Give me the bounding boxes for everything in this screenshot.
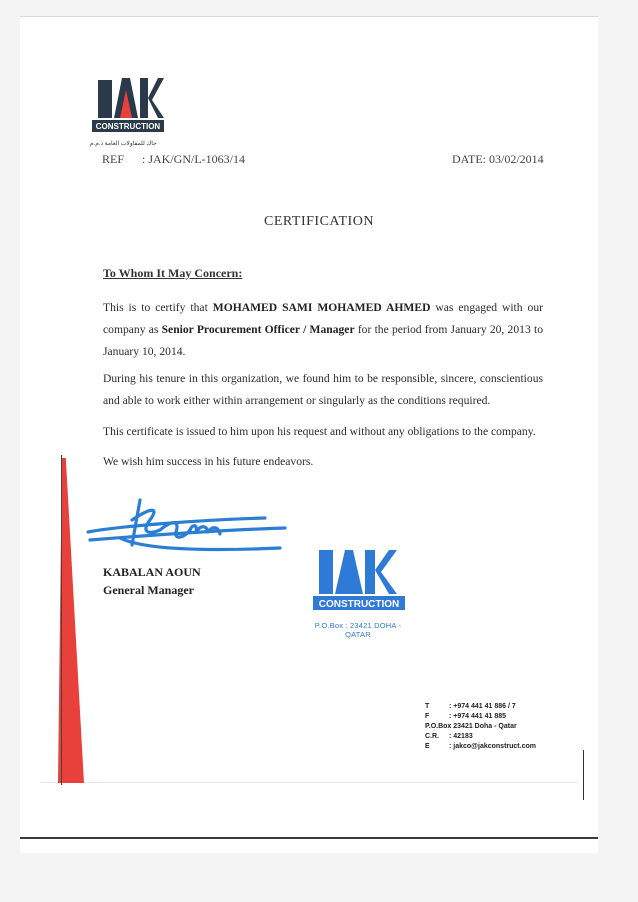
jak-logo — [92, 70, 164, 140]
contact-value: : 23421 Doha - Qatar — [449, 723, 517, 730]
bottom-rule — [20, 837, 598, 839]
stamp-name-text: JAK — [315, 618, 317, 619]
stamp-sub-text: CONSTRUCTION — [318, 599, 400, 610]
contact-key: E — [425, 743, 430, 750]
contact-value: : jakco@jakconstruct.com — [449, 743, 536, 750]
signer-block — [103, 563, 201, 599]
contact-row — [425, 712, 536, 722]
left-margin-rule — [61, 455, 62, 785]
date-line — [452, 152, 544, 167]
document-title: CERTIFICATION — [264, 214, 374, 229]
p1-text-c: for the period from January 20, 2013 to January 10, 2014. — [103, 323, 543, 358]
paragraph-tenure: During his tenure in this organization, we found him to be responsible, sincere, conscientious and able to work either within arrangement or singularly as the conditions required. — [103, 372, 543, 407]
salutation: To Whom It May Concern: — [103, 266, 243, 280]
paragraph-wishes: We wish him success in his future endeavors. — [103, 455, 314, 468]
p1-text-a: This is to certify that — [103, 301, 213, 314]
logo-name-text: JAK — [128, 77, 130, 78]
contact-row — [425, 732, 536, 742]
contact-key: F — [425, 713, 430, 720]
logo-sub-text: CONSTRUCTION — [95, 122, 161, 131]
contact-row — [425, 722, 536, 732]
contact-key: C.R. — [425, 733, 439, 740]
contact-row — [425, 702, 536, 712]
contact-row — [425, 742, 536, 752]
employee-name: MOHAMED SAMI MOHAMED AHMED — [212, 301, 431, 314]
paragraph-engagement — [103, 297, 543, 363]
paragraph-issuance: This certificate is issued to him upon his request and without any obligations to the company. — [103, 425, 536, 438]
signature-image — [80, 490, 290, 560]
employee-role: Senior Procurement Officer / Manager — [161, 323, 355, 336]
ref-value: : JAK/GN/L-1063/14 — [142, 152, 245, 166]
faint-scan-line — [40, 782, 578, 783]
signer-title: General Manager — [103, 583, 194, 597]
reference-line — [102, 152, 245, 167]
signer-name: KABALAN AOUN — [103, 565, 201, 579]
date-label: DATE: — [452, 152, 486, 166]
ref-label: REF — [102, 152, 125, 166]
p1-text-b: was engaged with our company as — [103, 301, 543, 336]
company-stamp — [313, 548, 405, 620]
contact-key: T — [425, 703, 430, 710]
stamp-address: P.O.Box : 23421 DOHA - QATAR — [314, 621, 402, 639]
contact-key: P.O.Box — [425, 723, 452, 730]
contact-value: : +974 441 41 885 — [449, 713, 507, 720]
contact-value: : 42183 — [449, 733, 473, 740]
contact-details — [425, 702, 536, 752]
contact-value: : +974 441 41 886 / 7 — [449, 703, 516, 710]
date-value: 03/02/2014 — [489, 152, 544, 166]
logo-tagline: جاك للمقاولات العامة ذ.م.م — [90, 141, 157, 147]
right-edge-mark — [583, 750, 584, 800]
